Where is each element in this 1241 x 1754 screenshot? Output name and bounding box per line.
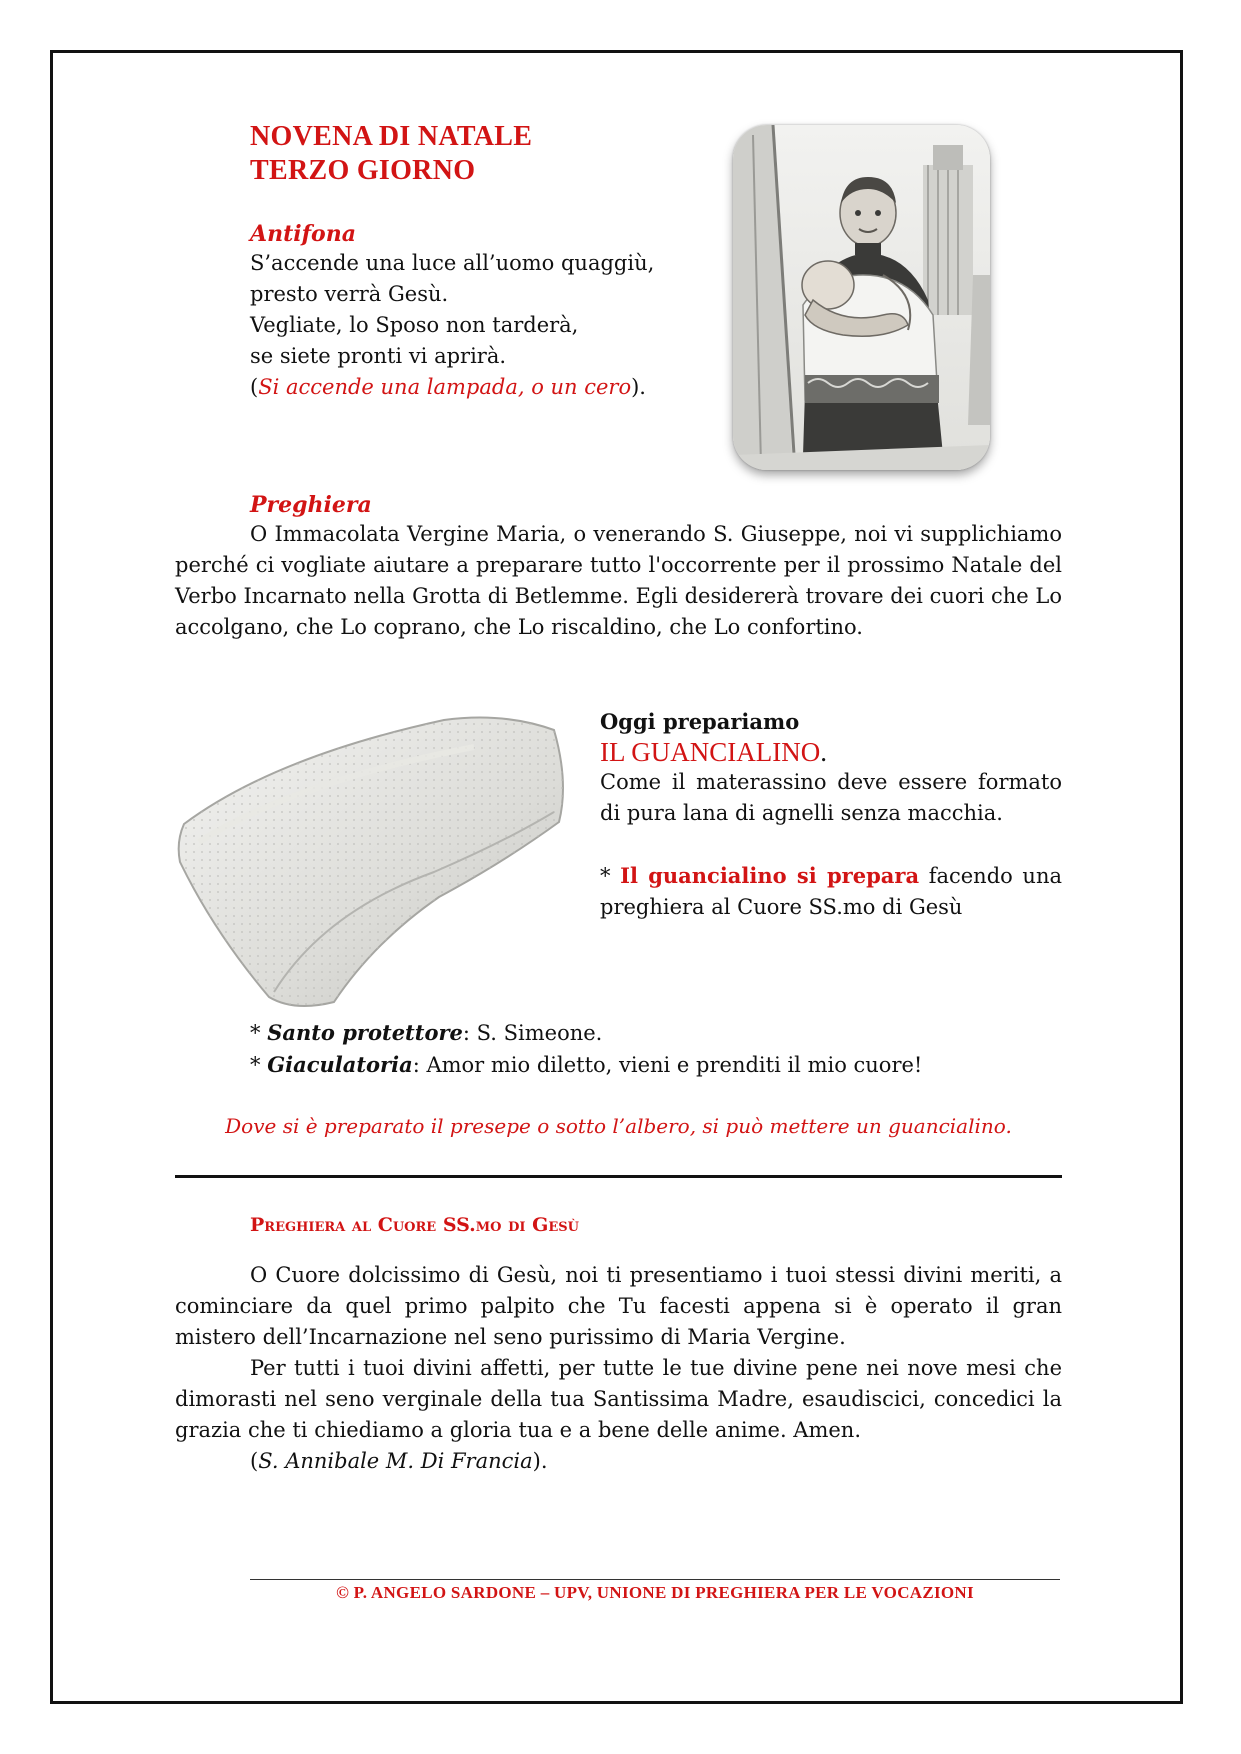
antifona-rubric-line xyxy=(250,372,720,403)
antifona-line-4: se siete pronti vi aprirà. xyxy=(250,344,507,368)
saint-star: * xyxy=(250,1021,268,1045)
heart-prayer-paragraph-1: O Cuore dolcissimo di Gesù, noi ti presentiamo i tuoi stessi divini meriti, a cominciare da quel primo palpito che Tu facesti appena si è operato il gran mistero dell’Incarnazione nel seno purissimo di Maria Vergine. xyxy=(175,1263,1062,1349)
today-preparation xyxy=(600,860,1062,923)
title-line-1: NOVENA DI NATALE xyxy=(250,121,533,152)
giaculatoria-label: Giaculatoria xyxy=(267,1052,413,1077)
saint-section xyxy=(250,1017,1062,1081)
today-item-suffix: . xyxy=(820,737,827,767)
preghiera-section xyxy=(175,491,1062,643)
footer-copyright: © P. ANGELO SARDONE – UPV, UNIONE DI PREGHIERA PER LE VOCAZIONI xyxy=(336,1583,974,1602)
heart-prayer-attribution xyxy=(175,1446,1062,1477)
attribution-open: ( xyxy=(250,1449,259,1473)
prep-rest: facendo una preghiera al Cuore SS.mo di Gesù xyxy=(600,864,1062,919)
saint-line xyxy=(250,1017,1062,1049)
pillow-photo xyxy=(174,712,574,1014)
preghiera-text: O Immacolata Vergine Maria, o venerando S. Giuseppe, noi vi supplichiamo perché ci vogliate aiutare a preparare tutto l'occorrente per il prossimo Natale del Verbo Incarnato nella Grotta di Betlemme. Egli desidererà trovare dei cuori che Lo accolgano, che Lo coprano, che Lo riscaldino, che Lo confortino. xyxy=(175,522,1062,639)
rubric-open: ( xyxy=(250,375,259,399)
title-line-2: TERZO GIORNO xyxy=(250,155,476,186)
rubric-close: ). xyxy=(631,375,646,399)
giaculatoria-value: : Amor mio diletto, vieni e prenditi il mio cuore! xyxy=(412,1053,923,1077)
saint-label: Santo protettore xyxy=(267,1020,463,1045)
antifona-line-3: Vegliate, lo Sposo non tarderà, xyxy=(250,313,579,337)
saint-value: : S. Simeone. xyxy=(462,1021,603,1045)
giaculatoria-star: * xyxy=(250,1053,268,1077)
priest-portrait-sketch xyxy=(733,125,990,470)
attribution-close: ). xyxy=(532,1449,548,1473)
section-divider xyxy=(175,1175,1062,1178)
prep-star: * xyxy=(600,864,621,888)
giaculatoria-line xyxy=(250,1049,1062,1081)
antifona-rubric: Si accende una lampada, o un cero xyxy=(258,375,632,399)
footer-line xyxy=(250,1579,1060,1580)
antifona-line-2: presto verrà Gesù. xyxy=(250,282,449,306)
heart-prayer-paragraph-2: Per tutti i tuoi divini affetti, per tutte le tue divine pene nei nove mesi che dimorasti nel seno verginale della tua Santissima Madre, esaudiscici, concedici la grazia che ti chiediamo a gloria tua e a bene delle anime. Amen. xyxy=(175,1356,1062,1442)
antifona-heading: Antifona xyxy=(250,221,356,247)
pillow-image xyxy=(174,712,574,1014)
prep-bold: Il guancialino si prepara xyxy=(620,863,920,888)
attribution-name: S. Annibale M. Di Francia xyxy=(258,1449,533,1473)
today-section xyxy=(600,706,1062,923)
today-item-line xyxy=(600,737,1062,767)
today-intro: Oggi prepariamo xyxy=(600,709,800,734)
heart-prayer-body xyxy=(175,1260,1062,1477)
today-item: IL GUANCIALINO xyxy=(600,737,821,767)
antifona-line-1: S’accende una luce all’uomo quaggiù, xyxy=(250,251,655,275)
priest-portrait-image xyxy=(733,125,990,470)
heart-prayer-heading: Preghiera al Cuore SS.mo di Gesù xyxy=(250,1214,579,1236)
placement-note: Dove si è preparato il presepe o sotto l’albero, si può mettere un guancialino. xyxy=(225,1114,1012,1138)
document-title xyxy=(250,120,710,188)
today-description: Come il materassino deve essere formato di pura lana di agnelli senza macchia. xyxy=(600,770,1062,825)
preghiera-heading: Preghiera xyxy=(250,492,372,518)
antifona-section xyxy=(250,220,720,403)
